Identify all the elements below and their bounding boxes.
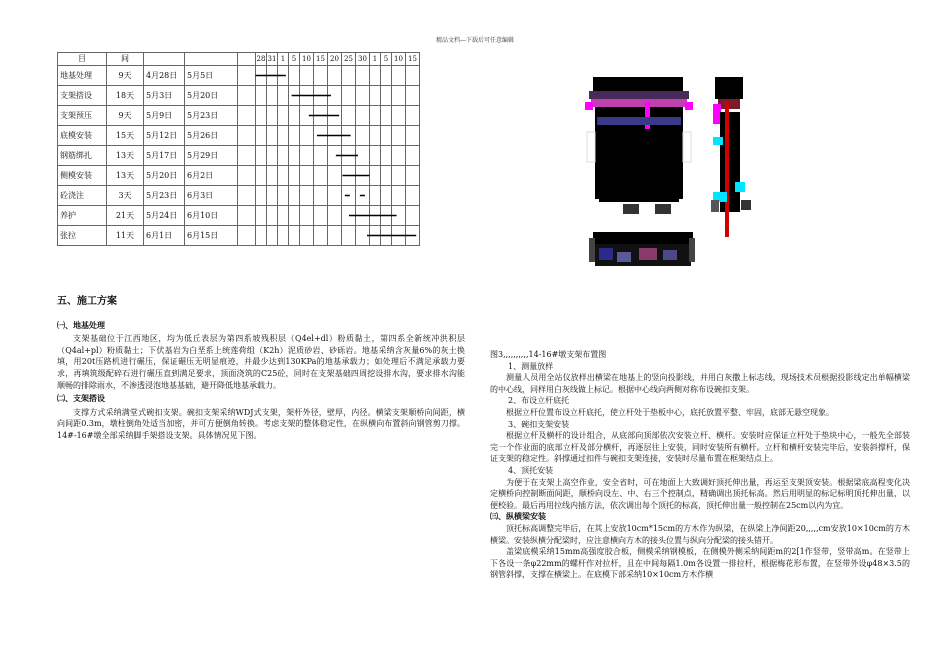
timeline-cell <box>278 86 289 106</box>
timeline-cell <box>314 166 328 186</box>
timeline-cell <box>289 226 300 246</box>
timeline-cell <box>289 206 300 226</box>
schedule-row <box>58 126 420 146</box>
task-start-date: 5月12日 <box>144 126 185 146</box>
subheading-beams: ㈢、纵横梁安装 <box>490 512 546 522</box>
timeline-cell <box>406 166 420 186</box>
day-tick: 10 <box>392 53 406 66</box>
task-name: 支架搭设 <box>58 86 107 106</box>
task-end-date: 5月26日 <box>185 126 238 146</box>
timeline-cell <box>381 126 392 146</box>
timeline-cell <box>289 106 300 126</box>
day-tick: 5 <box>381 53 392 66</box>
timeline-cell <box>300 146 314 166</box>
task-name: 侧模安装 <box>58 166 107 186</box>
timeline-cell <box>256 226 267 246</box>
timeline-cell <box>370 166 381 186</box>
step-heading-install: 3、碗扣支架安装 <box>508 419 570 429</box>
day-tick: 15 <box>314 53 328 66</box>
timeline-cell <box>342 226 356 246</box>
timeline-cell <box>328 106 342 126</box>
task-duration: 3天 <box>107 186 144 206</box>
timeline-cell <box>392 226 406 246</box>
page-header-note: 精品文档---下载后可任意编辑 <box>435 37 515 44</box>
timeline-cell <box>356 206 370 226</box>
schedule-spacer-cell <box>238 86 256 106</box>
timeline-cell <box>328 206 342 226</box>
timeline-cell <box>381 226 392 246</box>
timeline-cell <box>300 66 314 86</box>
timeline-cell <box>278 166 289 186</box>
timeline-cell <box>289 166 300 186</box>
timeline-cell <box>406 66 420 86</box>
timeline-cell <box>370 206 381 226</box>
timeline-cell <box>314 146 328 166</box>
schedule-header-row <box>58 53 420 66</box>
subheading-foundation: ㈠、地基处理 <box>57 320 105 330</box>
timeline-cell <box>342 126 356 146</box>
task-end-date: 6月10日 <box>185 206 238 226</box>
step-heading-survey: 1、测量放样 <box>508 361 554 371</box>
task-end-date: 6月3日 <box>185 186 238 206</box>
timeline-cell <box>267 186 278 206</box>
timeline-cell <box>381 166 392 186</box>
task-end-date: 5月20日 <box>185 86 238 106</box>
timeline-cell <box>289 66 300 86</box>
timeline-cell <box>406 106 420 126</box>
timeline-cell <box>381 86 392 106</box>
day-tick: 15 <box>406 53 420 66</box>
day-tick: 10 <box>300 53 314 66</box>
timeline-cell <box>370 226 381 246</box>
step-heading-base: 2、布设立杆底托 <box>508 396 570 406</box>
timeline-cell <box>342 106 356 126</box>
task-end-date: 5月23日 <box>185 106 238 126</box>
pier-plan-view <box>589 232 695 266</box>
timeline-cell <box>256 186 267 206</box>
timeline-cell <box>267 226 278 246</box>
figure-caption: 图3,,,,,,,,,,14-16#墩支架布置图 <box>490 350 607 359</box>
timeline-cell <box>314 186 328 206</box>
task-start-date: 5月24日 <box>144 206 185 226</box>
day-tick: 1 <box>370 53 381 66</box>
timeline-cell <box>356 166 370 186</box>
timeline-cell <box>370 66 381 86</box>
timeline-cell <box>289 86 300 106</box>
schedule-spacer-cell <box>238 226 256 246</box>
timeline-cell <box>289 126 300 146</box>
timeline-cell <box>392 66 406 86</box>
timeline-cell <box>328 146 342 166</box>
timeline-cell <box>300 206 314 226</box>
timeline-cell <box>278 66 289 86</box>
timeline-cell <box>300 186 314 206</box>
task-duration: 11天 <box>107 226 144 246</box>
task-start-date: 5月9日 <box>144 106 185 126</box>
day-tick: 20 <box>328 53 342 66</box>
timeline-cell <box>278 206 289 226</box>
timeline-cell <box>381 186 392 206</box>
paragraph-foundation: 支架基础位于江西地区，均为低丘表层为第四系坡残积层（Q4el+dl）粉质黏土，第四系全新统冲洪积层（Q4al+pl）粉质黏土；下伏基岩为白垩系上统莲荷组（K2h）泥质砂岩、砂砾岩。地基采纳含灰量6%的灰土换填，用20t压路机进行碾压，保证碾压无明显痕迹，并最少达到130KPa的地基承载力；如处理后不满足承载力要求，再填筑级配碎石进行碾压直到满足要求，顶面浇筑的C25砼，同时在支架基础四周挖设排水沟，要求排水沟能顺畅的排除雨水，不渗透浸泡地基基础，避开降低地基承载力。 <box>57 334 465 390</box>
timeline-cell <box>328 186 342 206</box>
day-tick: 31 <box>267 53 278 66</box>
task-start-date: 6月1日 <box>144 226 185 246</box>
task-duration: 13天 <box>107 146 144 166</box>
header-dur-col: 间 <box>107 53 144 66</box>
timeline-cell <box>256 126 267 146</box>
timeline-cell <box>406 86 420 106</box>
task-start-date: 5月23日 <box>144 186 185 206</box>
timeline-cell <box>256 166 267 186</box>
timeline-cell <box>314 226 328 246</box>
schedule-spacer-cell <box>238 126 256 146</box>
paragraph-survey: 测量人员用全站仪放样出横梁在地基上的竖向投影线，并用白灰撒上标志线，现场技术员根据投影线定出单幅横梁的中心线，同样用白灰线做上标记。根据中心线向两侧对称布设碗扣支架。 <box>490 373 910 394</box>
timeline-cell <box>314 106 328 126</box>
schedule-row <box>58 86 420 106</box>
pier-elevation-front <box>585 77 693 214</box>
timeline-cell <box>406 146 420 166</box>
schedule-spacer-cell <box>238 206 256 226</box>
timeline-cell <box>278 186 289 206</box>
task-end-date: 5月5日 <box>185 66 238 86</box>
task-start-date: 5月3日 <box>144 86 185 106</box>
timeline-cell <box>356 146 370 166</box>
schedule-row <box>58 166 420 186</box>
task-name: 地基处理 <box>58 66 107 86</box>
timeline-cell <box>392 106 406 126</box>
task-name: 张拉 <box>58 226 107 246</box>
timeline-cell <box>342 66 356 86</box>
task-duration: 15天 <box>107 126 144 146</box>
timeline-cell <box>356 86 370 106</box>
timeline-cell <box>300 166 314 186</box>
task-duration: 9天 <box>107 106 144 126</box>
task-duration: 18天 <box>107 86 144 106</box>
header-task-col: 目 <box>58 53 107 66</box>
schedule-spacer-cell <box>238 186 256 206</box>
task-name: 钢筋绑扎 <box>58 146 107 166</box>
pier-elevation-side <box>711 77 751 237</box>
timeline-cell <box>267 146 278 166</box>
timeline-cell <box>392 146 406 166</box>
timeline-cell <box>381 146 392 166</box>
header-spacer-col <box>238 53 256 66</box>
timeline-cell <box>392 186 406 206</box>
timeline-cell <box>289 186 300 206</box>
timeline-cell <box>267 126 278 146</box>
timeline-cell <box>267 86 278 106</box>
timeline-cell <box>328 86 342 106</box>
timeline-cell <box>381 106 392 126</box>
schedule-row <box>58 146 420 166</box>
day-tick: 28 <box>256 53 267 66</box>
task-start-date: 5月20日 <box>144 166 185 186</box>
timeline-cell <box>300 226 314 246</box>
timeline-cell <box>356 186 370 206</box>
timeline-cell <box>392 166 406 186</box>
timeline-cell <box>370 106 381 126</box>
timeline-cell <box>392 86 406 106</box>
schedule-row <box>58 186 420 206</box>
timeline-cell <box>328 166 342 186</box>
day-tick: 30 <box>356 53 370 66</box>
timeline-cell <box>392 206 406 226</box>
timeline-cell <box>328 126 342 146</box>
schedule-row <box>58 226 420 246</box>
timeline-cell <box>356 226 370 246</box>
timeline-cell <box>406 126 420 146</box>
construction-schedule-table <box>57 52 420 246</box>
task-duration: 9天 <box>107 66 144 86</box>
scaffold-layout-figure <box>585 72 785 277</box>
timeline-cell <box>300 126 314 146</box>
timeline-cell <box>278 226 289 246</box>
schedule-row <box>58 206 420 226</box>
task-name: 养护 <box>58 206 107 226</box>
schedule-row <box>58 66 420 86</box>
subheading-scaffold: ㈡、支架搭设 <box>57 394 105 404</box>
schedule-spacer-cell <box>238 166 256 186</box>
timeline-cell <box>278 126 289 146</box>
task-end-date: 6月15日 <box>185 226 238 246</box>
timeline-cell <box>314 126 328 146</box>
timeline-cell <box>289 146 300 166</box>
day-tick: 5 <box>289 53 300 66</box>
schedule-spacer-cell <box>238 106 256 126</box>
task-end-date: 6月2日 <box>185 166 238 186</box>
left-column <box>57 296 465 444</box>
section-title: 五、施工方案 <box>57 296 117 307</box>
timeline-cell <box>370 86 381 106</box>
schedule-spacer-cell <box>238 146 256 166</box>
timeline-cell <box>406 186 420 206</box>
timeline-cell <box>342 166 356 186</box>
paragraph-formwork: 盖梁底模采纳15mm高强度胶合板，侧模采纳钢模板，在侧模外侧采纳间距m的2[1作竖带，竖带高m。在竖带上下各设一条φ22mm的螺杆作对拉杆，且在中间每隔1.0m各设置一排拉杆，根据梅花形布置，在竖带外设φ48×3.5的钢管斜撑，支撑在横梁上。在底模下部采纳10×10cm方木作横 <box>490 547 910 580</box>
timeline-cell <box>342 86 356 106</box>
timeline-cell <box>356 126 370 146</box>
paragraph-install: 根据立杆及横杆的设计组合，从底部向顶部依次安装立杆、横杆。安装时应保证立杆处于垫块中心，一般先全部装完一个作业面的底部立杆及部分横杆，再逐层往上安装，同时安装所有横杆。立杆和横杆安装完毕后，安装斜撑杆，保证支架的稳定性。斜撑通过扣件与碗扣支架连接，安装时尽量布置在框架结点上。 <box>490 431 910 464</box>
timeline-cell <box>314 206 328 226</box>
timeline-cell <box>278 146 289 166</box>
timeline-cell <box>267 206 278 226</box>
right-column <box>490 349 910 581</box>
timeline-cell <box>370 186 381 206</box>
timeline-cell <box>356 66 370 86</box>
timeline-cell <box>256 106 267 126</box>
timeline-cell <box>267 66 278 86</box>
step-heading-jack: 4、顶托安装 <box>508 465 554 475</box>
task-duration: 13天 <box>107 166 144 186</box>
timeline-cell <box>342 186 356 206</box>
timeline-cell <box>370 126 381 146</box>
timeline-cell <box>256 146 267 166</box>
timeline-cell <box>381 66 392 86</box>
timeline-cell <box>406 226 420 246</box>
timeline-cell <box>314 86 328 106</box>
task-name: 砼浇注 <box>58 186 107 206</box>
paragraph-jack: 为便于在支架上高空作业，安全省时，可在地面上大致调好顶托伸出量，再运至支架顶安装。根据梁底高程变化决定横桥向控制断面间距，顺桥向设左、中、右三个控制点，精确调出顶托标高。然后用明显的标记标明顶托伸出量，以便校验。最后再用拉线内插方法，依次调出每个顶托的标高，顶托伸出量一般控制在25cm以内为宜。 <box>490 477 910 510</box>
timeline-cell <box>314 66 328 86</box>
timeline-cell <box>256 86 267 106</box>
paragraph-scaffold: 支撑方式采纳满堂式碗扣支架。碗扣支架采纳WDJ式支架，架杆外径，壁厚，内径。横梁支架顺桥向间距，横向间距0.3m，墩柱倒角处适当加密，并可方便倒角转换。考虑支架的整体稳定性，在纵横向布置斜向钢管剪刀撑。14#-16#墩全部采纳脚手架搭设支架。具体情况见下图。 <box>57 407 465 440</box>
timeline-cell <box>370 146 381 166</box>
task-name: 底模安装 <box>58 126 107 146</box>
schedule-row <box>58 106 420 126</box>
day-tick: 25 <box>342 53 356 66</box>
header-start-col <box>144 53 185 66</box>
paragraph-base: 根据立杆位置布设立杆底托，使立杆处于垫板中心，底托放置平整、牢固，底部无悬空现象。 <box>506 407 834 417</box>
header-end-col <box>185 53 238 66</box>
timeline-cell <box>300 106 314 126</box>
timeline-cell <box>267 166 278 186</box>
timeline-cell <box>278 106 289 126</box>
timeline-cell <box>342 206 356 226</box>
task-end-date: 5月29日 <box>185 146 238 166</box>
task-name: 支架预压 <box>58 106 107 126</box>
timeline-cell <box>392 126 406 146</box>
timeline-cell <box>342 146 356 166</box>
schedule-spacer-cell <box>238 66 256 86</box>
timeline-cell <box>300 86 314 106</box>
timeline-cell <box>256 206 267 226</box>
timeline-cell <box>356 106 370 126</box>
timeline-cell <box>406 206 420 226</box>
day-tick: 1 <box>278 53 289 66</box>
timeline-cell <box>328 226 342 246</box>
timeline-cell <box>256 66 267 86</box>
task-duration: 21天 <box>107 206 144 226</box>
paragraph-beams: 顶托标高调整完毕后，在其上安放10cm*15cm的方木作为纵梁，在纵梁上净间距20,,,,,cm安放10×10cm的方木横梁。安装纵横分配梁时，应注意横向方木的接头位置与纵向分配梁的接头错开。 <box>490 523 910 545</box>
task-start-date: 4月28日 <box>144 66 185 86</box>
timeline-cell <box>267 106 278 126</box>
timeline-cell <box>328 66 342 86</box>
task-start-date: 5月17日 <box>144 146 185 166</box>
timeline-cell <box>381 206 392 226</box>
